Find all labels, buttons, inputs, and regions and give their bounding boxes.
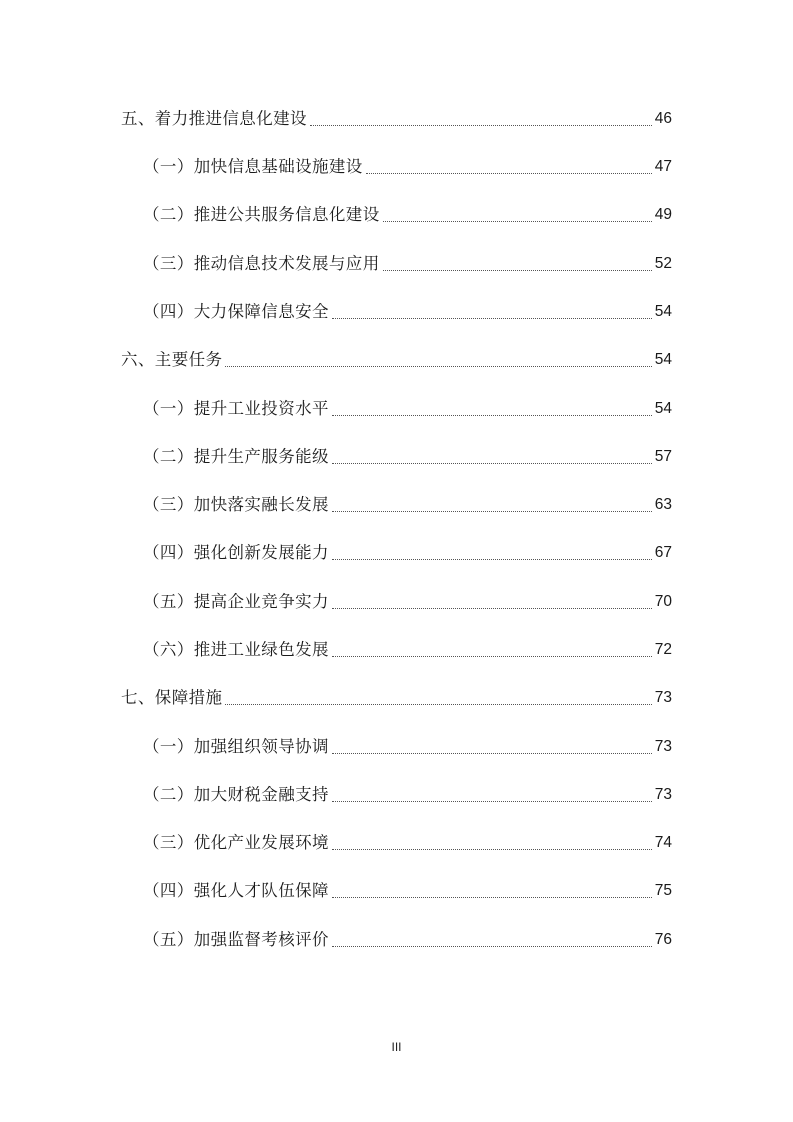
dot-leader	[225, 365, 651, 367]
toc-entry[interactable]	[143, 154, 672, 180]
toc-entry-page: 54	[654, 351, 672, 368]
toc-entry[interactable]	[121, 685, 672, 711]
dot-leader	[310, 124, 652, 126]
toc-entry-page: 47	[654, 158, 672, 175]
toc-entry-page: 52	[654, 255, 672, 272]
toc-entry-title: （三）推动信息技术发展与应用	[143, 254, 380, 273]
dot-leader	[225, 703, 651, 705]
toc-entry-page: 76	[654, 931, 672, 948]
toc-entry[interactable]	[143, 637, 672, 663]
toc-entry-title: （一）提升工业投资水平	[143, 399, 329, 418]
toc-entry-page: 46	[654, 110, 672, 127]
toc-entry[interactable]	[143, 492, 672, 518]
toc-entry[interactable]	[143, 540, 672, 566]
dot-leader	[332, 414, 652, 416]
dot-leader	[332, 655, 652, 657]
toc-entry-page: 74	[654, 834, 672, 851]
dot-leader	[332, 317, 652, 319]
toc-entry-title: （二）推进公共服务信息化建设	[143, 205, 380, 224]
toc-entry-page: 54	[654, 400, 672, 417]
toc-entry[interactable]	[143, 782, 672, 808]
dot-leader	[332, 558, 652, 560]
dot-leader	[383, 220, 652, 222]
toc-entry-page: 73	[654, 738, 672, 755]
dot-leader	[383, 269, 652, 271]
dot-leader	[332, 896, 652, 898]
toc-entry-title: （三）加快落实融长发展	[143, 495, 329, 514]
dot-leader	[332, 752, 652, 754]
toc-entry-page: 70	[654, 593, 672, 610]
toc-entry[interactable]	[143, 734, 672, 760]
toc-entry-title: （四）强化人才队伍保障	[143, 881, 329, 900]
toc-entry-title: （一）加快信息基础设施建设	[143, 157, 363, 176]
dot-leader	[332, 607, 652, 609]
dot-leader	[332, 800, 652, 802]
toc-entry-title: （一）加强组织领导协调	[143, 737, 329, 756]
toc-entry-title: 五、着力推进信息化建设	[121, 109, 307, 128]
toc-entry-page: 75	[654, 882, 672, 899]
toc-entry[interactable]	[143, 444, 672, 470]
toc-entry[interactable]	[143, 396, 672, 422]
toc-entry-page: 72	[654, 641, 672, 658]
dot-leader	[332, 510, 652, 512]
dot-leader	[366, 172, 652, 174]
toc-entry[interactable]	[121, 106, 672, 132]
toc-entry-title: （四）强化创新发展能力	[143, 543, 329, 562]
toc-entry-title: 七、保障措施	[121, 688, 223, 707]
toc-entry-page: 67	[654, 544, 672, 561]
dot-leader	[332, 848, 652, 850]
toc-entry-page: 49	[654, 206, 672, 223]
toc-entry[interactable]	[143, 589, 672, 615]
toc-entry[interactable]	[143, 878, 672, 904]
toc-entry[interactable]	[143, 299, 672, 325]
toc-entry-title: 六、主要任务	[121, 350, 223, 369]
toc-entry[interactable]	[143, 251, 672, 277]
toc-entry-page: 63	[654, 496, 672, 513]
toc-entry-title: （五）加强监督考核评价	[143, 930, 329, 949]
toc-entry-title: （五）提高企业竞争实力	[143, 592, 329, 611]
toc-entry[interactable]	[121, 347, 672, 373]
toc-entry-title: （三）优化产业发展环境	[143, 833, 329, 852]
toc-entry-title: （四）大力保障信息安全	[143, 302, 329, 321]
toc-entry-title: （二）提升生产服务能级	[143, 447, 329, 466]
toc-entry-title: （二）加大财税金融支持	[143, 785, 329, 804]
toc-entry-page: 57	[654, 448, 672, 465]
dot-leader	[332, 462, 652, 464]
toc-entry[interactable]	[143, 830, 672, 856]
toc-entry[interactable]	[143, 927, 672, 953]
toc-entry-page: 73	[654, 689, 672, 706]
toc-entry-page: 54	[654, 303, 672, 320]
toc-entry-title: （六）推进工业绿色发展	[143, 640, 329, 659]
dot-leader	[332, 945, 652, 947]
toc-entry[interactable]	[143, 202, 672, 228]
toc-entry-page: 73	[654, 786, 672, 803]
page-number: III	[391, 1040, 402, 1054]
